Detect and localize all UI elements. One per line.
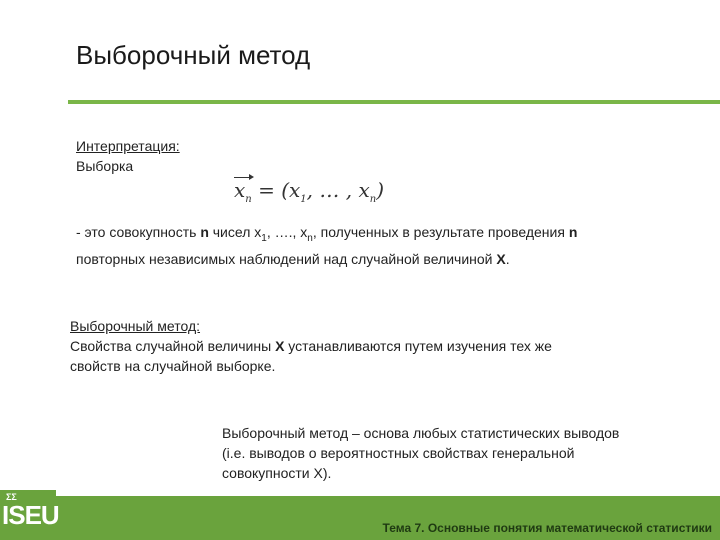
- basis-line-3: совокупности X).: [222, 465, 332, 481]
- basis-line-1: Выборочный метод – основа любых статистических выводов: [222, 425, 620, 441]
- slide-title: Выборочный метод: [76, 40, 311, 70]
- definition-text: [76, 222, 696, 269]
- method-block: [70, 316, 690, 376]
- sample-label: Выборка: [76, 158, 134, 174]
- iseu-logo: ΣΣ ISEU: [0, 490, 56, 540]
- footer-topic: Тема 7. Основные понятия математической статистики: [382, 521, 712, 535]
- basis-line-2: (i.e. выводов о вероятностных свойствах генеральной: [222, 445, 575, 461]
- basis-block: [222, 423, 702, 483]
- title-divider: [68, 100, 720, 104]
- method-line-1: Свойства случайной величины X устанавливаются путем изучения тех же: [70, 338, 552, 354]
- vector-x-n: $x_n$: [234, 178, 252, 205]
- sample-formula: $x_n = (x_1$, … , $x_n$): [234, 178, 385, 205]
- interpretation-block: [76, 136, 180, 176]
- interpretation-heading: Интерпретация:: [76, 138, 180, 154]
- definition-line-1: - это совокупность n чисел $x_1$, …., $x_n$, полученных в результате проведения n: [76, 224, 578, 244]
- method-line-2: свойств на случайной выборке.: [70, 358, 276, 374]
- method-heading: Выборочный метод:: [70, 318, 201, 334]
- definition-line-2: повторных независимых наблюдений над случайной величиной X.: [76, 250, 510, 267]
